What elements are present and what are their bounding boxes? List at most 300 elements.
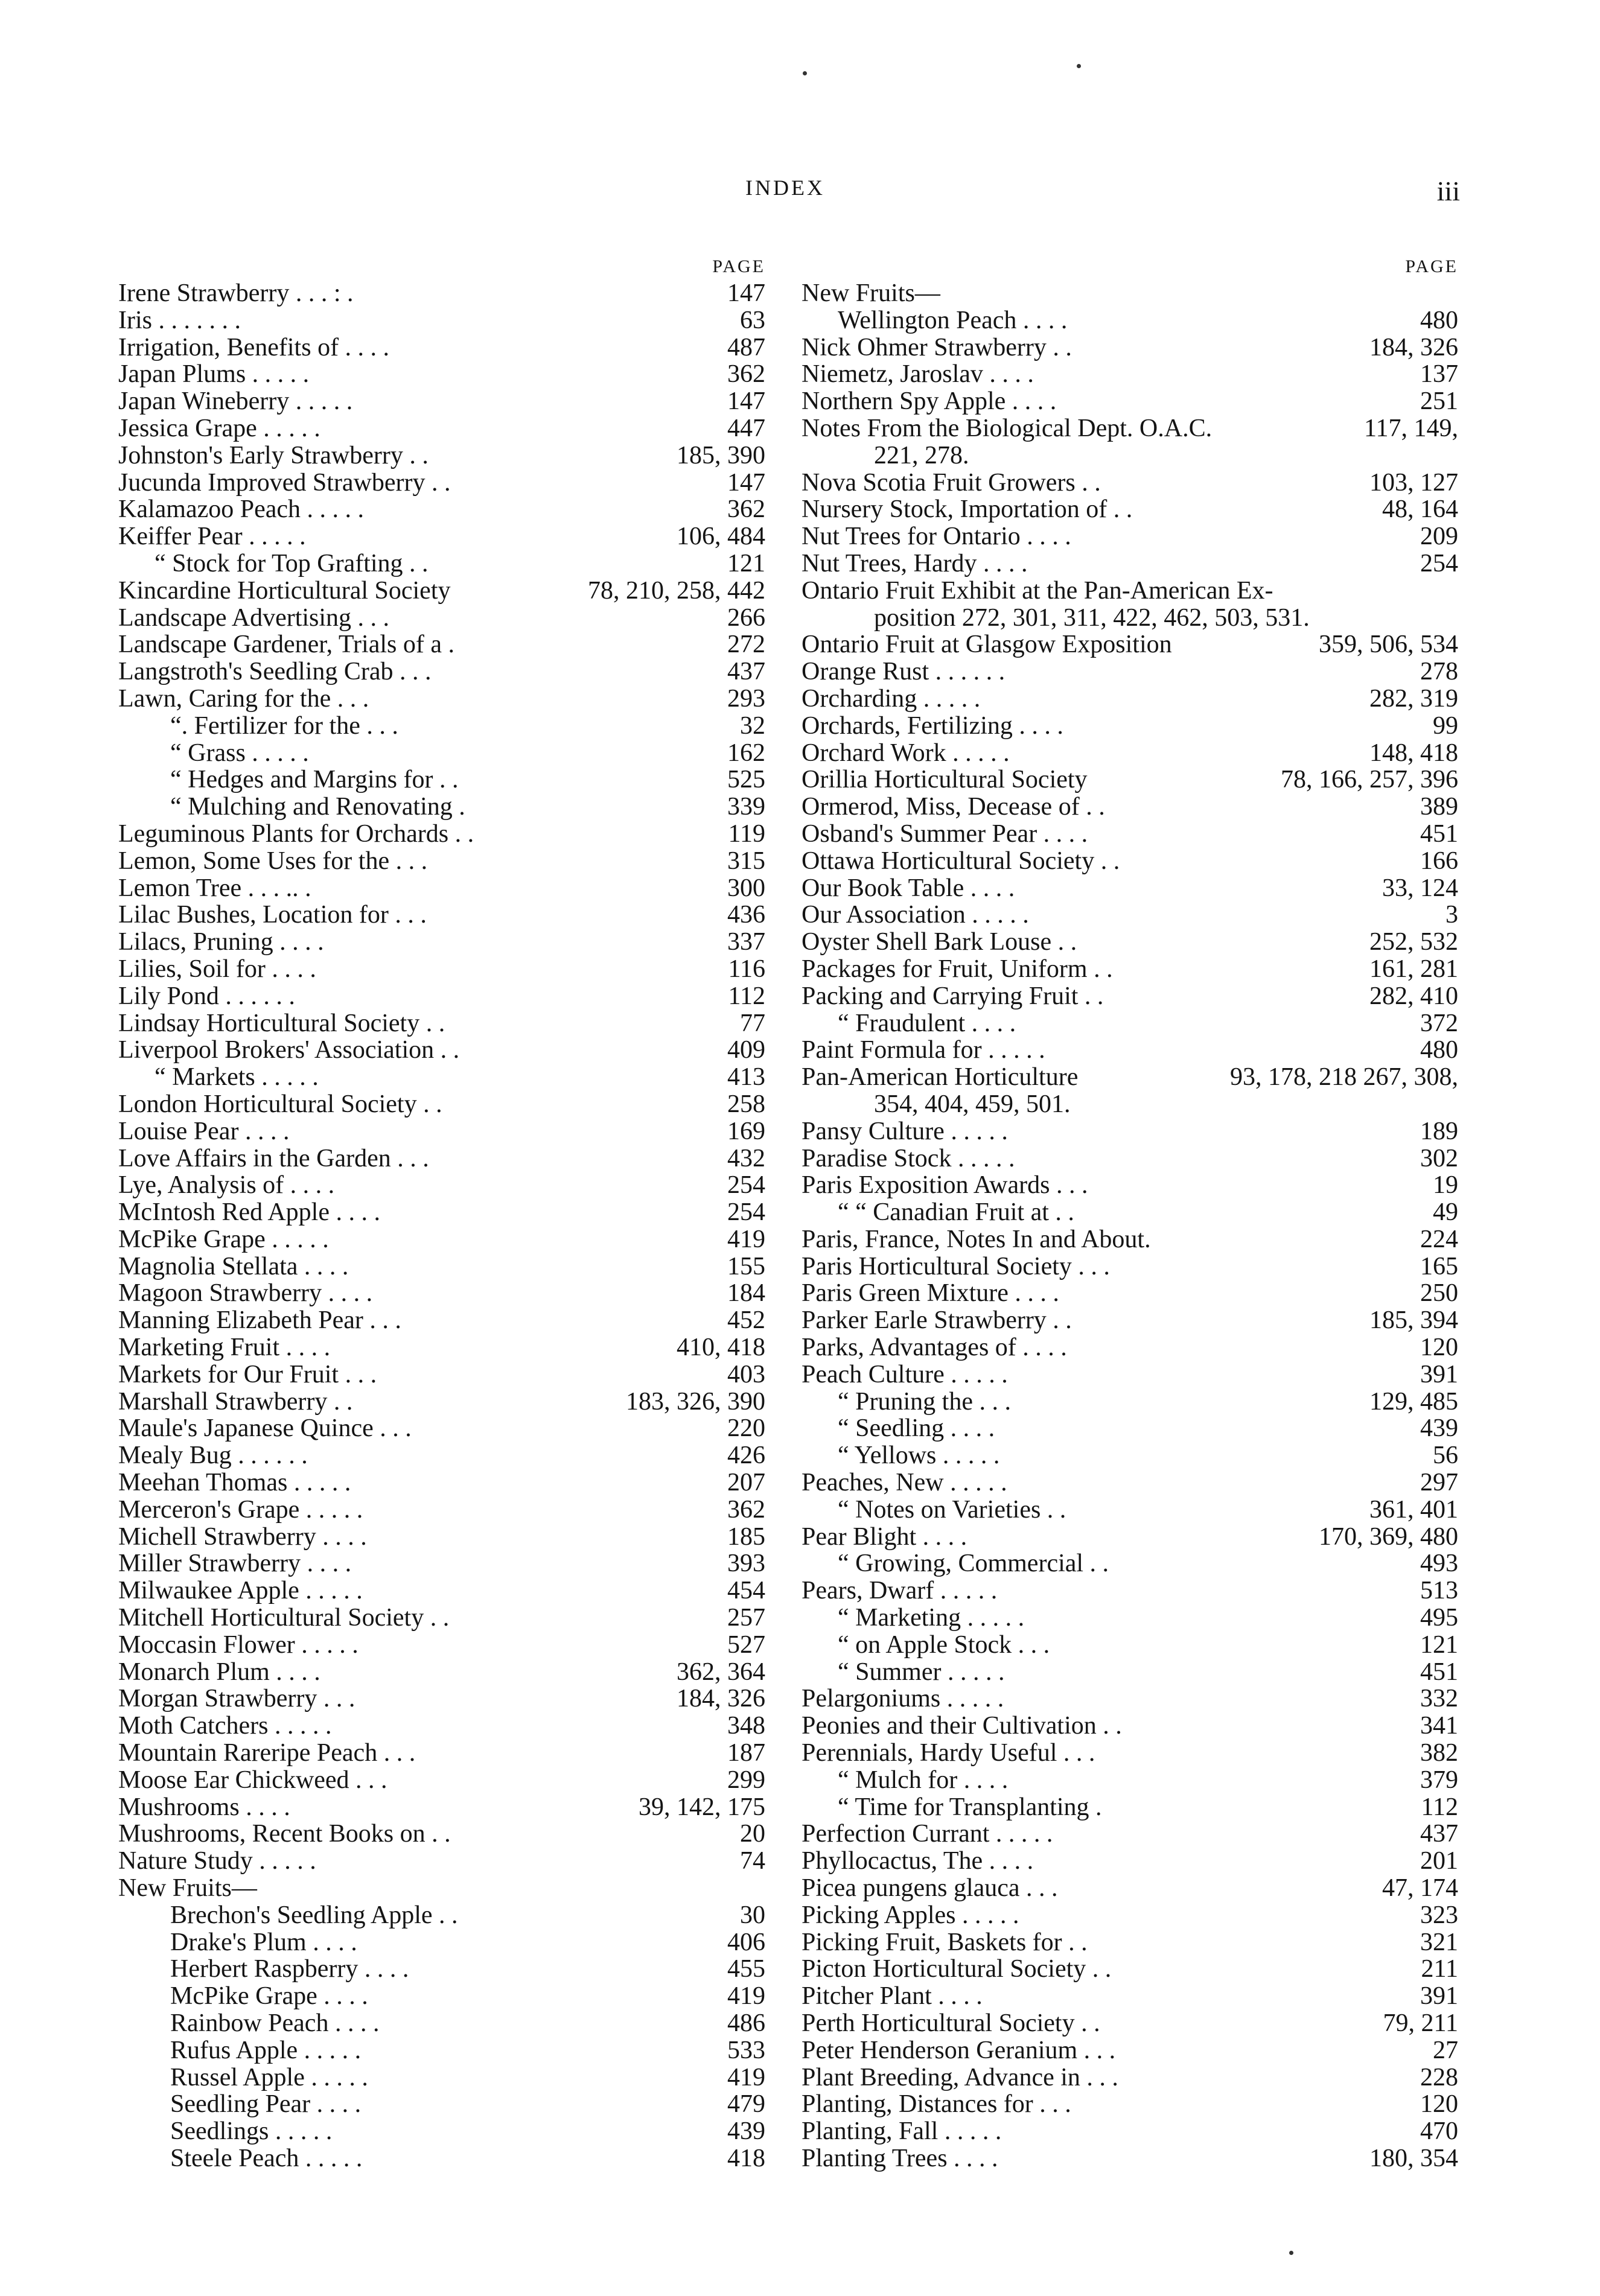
index-entry: Lily Pond . . . . . . [118,982,295,1010]
index-page-ref: 432 [727,1144,765,1172]
index-row [802,1334,1458,1361]
index-page-ref: 49 [1433,1198,1458,1227]
index-row [118,1334,765,1361]
index-entry: Perennials, Hardy Useful . . . [802,1739,1095,1767]
index-entry: Morgan Strawberry . . . [118,1685,355,1713]
index-page-ref: 479 [727,2090,765,2119]
index-page-ref: 166 [1420,847,1458,875]
index-entry: “ Pruning the . . . [838,1387,1011,1416]
index-row [802,577,1458,605]
index-entry: Manning Elizabeth Pear . . . [118,1306,401,1335]
index-page-ref: 418 [727,2144,765,2172]
index-page-ref: 20 [740,1820,765,1848]
index-row [118,577,765,605]
index-page-ref: 56 [1433,1442,1458,1470]
index-page-ref: 119 [728,819,765,848]
index-entry: Landscape Gardener, Trials of a . [118,631,454,659]
index-page-ref: 451 [1420,1658,1458,1686]
index-row [118,496,765,523]
index-entry: Packages for Fruit, Uniform . . [802,955,1113,983]
index-entry-continuation: 221, 278. [874,441,969,469]
index-page-ref: 78, 210, 258, 442 [588,576,765,605]
index-row [802,1685,1458,1712]
index-row [118,2118,765,2145]
index-entry: Lye, Analysis of . . . . [118,1171,335,1200]
index-row [118,1037,765,1064]
index-row [118,550,765,577]
index-entry: Orange Rust . . . . . . [802,658,1006,686]
index-entry: Mountain Rareripe Peach . . . [118,1739,416,1767]
index-row [118,740,765,767]
index-row [802,550,1458,577]
index-row [802,983,1458,1010]
index-row [118,658,765,685]
index-page-ref: 447 [727,414,765,442]
index-row [118,793,765,821]
index-page-ref: 207 [727,1469,765,1497]
index-row [118,929,765,956]
index-page-ref: 266 [727,603,765,632]
index-row [802,1794,1458,1821]
index-row [802,2091,1458,2118]
index-page-ref: 436 [727,901,765,929]
index-row [118,821,765,848]
index-entry: Meehan Thomas . . . . . [118,1469,351,1497]
index-entry: Paris Exposition Awards . . . [802,1171,1088,1200]
index-entry: Mushrooms . . . . [118,1793,290,1821]
index-page-ref: 103, 127 [1369,468,1458,497]
index-entry: Magoon Strawberry . . . . [118,1279,373,1308]
index-row [802,1524,1458,1551]
index-entry: New Fruits— [802,279,940,307]
index-row [802,1929,1458,1956]
index-row [802,415,1458,442]
index-page-ref: 452 [727,1306,765,1335]
index-row [118,1469,765,1496]
index-page-ref: 224 [1420,1225,1458,1253]
index-entry: Moth Catchers . . . . . [118,1712,332,1740]
index-page-ref: 391 [1420,1982,1458,2011]
index-page-ref: 382 [1420,1739,1458,1767]
index-entry: Lemon, Some Uses for the . . . [118,847,428,875]
index-row [802,766,1458,793]
index-entry: Moose Ear Chickweed . . . [118,1766,387,1794]
index-entry: Lilies, Soil for . . . . [118,955,316,983]
index-entry: Osband's Summer Pear . . . . [802,819,1088,848]
index-row [118,631,765,658]
index-row [118,1145,765,1172]
index-entry: Michell Strawberry . . . . [118,1522,367,1551]
index-page-ref: 393 [727,1550,765,1578]
index-page-ref: 117, 149, [1364,414,1458,442]
index-row [118,956,765,983]
index-page-ref: 30 [740,1901,765,1929]
index-page-ref: 252, 532 [1369,928,1458,956]
index-row [118,1794,765,1821]
index-entry: Louise Pear . . . . [118,1117,290,1145]
index-row [118,1172,765,1199]
index-entry: Picking Fruit, Baskets for . . [802,1928,1088,1956]
index-entry: Peonies and their Cultivation . . [802,1712,1122,1740]
index-page-ref: 272 [727,631,765,659]
index-page-ref: 165 [1420,1252,1458,1280]
index-entry: McPike Grape . . . . . [118,1225,329,1253]
index-row [802,1740,1458,1767]
index-row [118,1226,765,1253]
index-row [802,1983,1458,2010]
index-row [118,523,765,550]
index-row [118,1929,765,1956]
index-page-ref: 209 [1420,523,1458,551]
index-entry: Herbert Raspberry . . . . [170,1955,409,1983]
index-row [802,1199,1458,1226]
index-page-ref: 116 [728,955,765,983]
index-entry: Paris, France, Notes In and About. [802,1225,1151,1253]
index-entry: Steele Peach . . . . . [170,2144,363,2172]
index-row [802,1469,1458,1496]
index-row [802,307,1458,334]
index-entry: “ Yellows . . . . . [838,1442,1000,1470]
index-page-ref: 180, 354 [1369,2144,1458,2172]
index-page-ref: 341 [1420,1712,1458,1740]
index-row [802,442,1458,469]
index-page-ref: 112 [1421,1793,1458,1821]
index-entry: New Fruits— [118,1874,257,1903]
index-entry: McPike Grape . . . . [170,1982,368,2011]
index-row [802,334,1458,361]
index-entry: Mealy Bug . . . . . . [118,1442,308,1470]
index-row [802,1767,1458,1794]
index-row [118,2037,765,2064]
index-row [118,1604,765,1632]
index-entry: Brechon's Seedling Apple . . [170,1901,458,1929]
index-entry: Irrigation, Benefits of . . . . [118,333,390,361]
index-page-ref: 183, 326, 390 [626,1387,765,1416]
index-row [802,1172,1458,1199]
index-page-ref: 299 [727,1766,765,1794]
index-page-ref: 297 [1420,1469,1458,1497]
index-row [118,848,765,875]
index-row [802,469,1458,497]
index-entry: Maule's Japanese Quince . . . [118,1414,412,1443]
index-entry: Perfection Currant . . . . . [802,1820,1053,1848]
index-row [118,1577,765,1604]
index-entry: London Horticultural Society . . [118,1090,442,1118]
index-row [802,388,1458,415]
index-page-ref: 211 [1421,1955,1458,1983]
index-page-ref: 406 [727,1928,765,1956]
index-row [802,496,1458,523]
index-page-ref: 250 [1420,1279,1458,1308]
index-page-ref: 189 [1420,1117,1458,1145]
index-row [118,1821,765,1848]
index-page-ref: 533 [727,2036,765,2064]
index-page-ref: 455 [727,1955,765,1983]
index-entry: Notes From the Biological Dept. O.A.C. [802,414,1213,442]
index-row [118,1659,765,1686]
index-row [802,1280,1458,1307]
index-entry: Nursery Stock, Importation of . . [802,495,1133,524]
index-entry: Leguminous Plants for Orchards . . [118,819,474,848]
index-row [118,1902,765,1929]
index-entry: Lawn, Caring for the . . . [118,684,369,713]
index-page-ref: 187 [727,1739,765,1767]
index-page-ref: 451 [1420,819,1458,848]
index-entry: “. Fertilizer for the . . . [170,711,398,740]
index-page-ref: 361, 401 [1369,1495,1458,1524]
index-page-ref: 278 [1420,658,1458,686]
index-page-ref: 185 [727,1522,765,1551]
index-row [118,1388,765,1416]
index-page-ref: 362, 364 [677,1658,765,1686]
index-row [802,1118,1458,1145]
index-page-ref: 362 [727,495,765,524]
index-page-ref: 48, 164 [1382,495,1458,524]
index-entry: Jucunda Improved Strawberry . . [118,468,451,497]
index-row [802,848,1458,875]
index-row [802,2037,1458,2064]
index-page-ref: 27 [1433,2036,1458,2064]
index-row [118,1280,765,1307]
index-entry: Phyllocactus, The . . . . [802,1847,1034,1875]
index-entry: Miller Strawberry . . . . [118,1550,352,1578]
page-title: INDEX [745,176,825,200]
index-page-ref: 487 [727,333,765,361]
index-entry: Lilac Bushes, Location for . . . [118,901,427,929]
index-row [802,821,1458,848]
index-row [118,902,765,929]
index-page-ref: 339 [727,793,765,821]
index-page-ref: 162 [727,739,765,767]
index-row [118,1010,765,1037]
index-page-ref: 495 [1420,1604,1458,1632]
index-entry: Our Book Table . . . . [802,874,1015,902]
index-row [802,1550,1458,1577]
index-entry: Picton Horticultural Society . . [802,1955,1112,1983]
index-page-ref: 74 [740,1847,765,1875]
index-page-ref: 228 [1420,2063,1458,2091]
index-entry: Nova Scotia Fruit Growers . . [802,468,1101,497]
index-row [118,307,765,334]
index-row [118,1550,765,1577]
index-entry: Kalamazoo Peach . . . . . [118,495,365,524]
index-page-ref: 315 [727,847,765,875]
index-page-ref: 470 [1420,2117,1458,2146]
index-page-ref: 169 [727,1117,765,1145]
index-entry: “ on Apple Stock . . . [838,1630,1050,1659]
index-entry: Pears, Dwarf . . . . . [802,1577,998,1605]
scan-speck [1077,64,1081,68]
index-page-ref: 184, 326 [677,1685,765,1713]
index-entry: Marketing Fruit . . . . [118,1334,331,1362]
index-row [802,605,1458,632]
index-page-ref: 409 [727,1036,765,1064]
index-row [118,1632,765,1659]
index-row [802,1388,1458,1416]
index-entry: Oyster Shell Bark Louse . . [802,928,1077,956]
index-page-ref: 454 [727,1577,765,1605]
index-entry: Paris Horticultural Society . . . [802,1252,1110,1280]
index-row [118,1767,765,1794]
index-page-ref: 254 [1420,549,1458,577]
index-page-ref: 147 [727,387,765,416]
index-entry: “ Hedges and Margins for . . [170,766,459,794]
index-page-ref: 258 [727,1090,765,1118]
index-entry: “ Marketing . . . . . [838,1604,1025,1632]
index-row [802,1632,1458,1659]
index-entry: Perth Horticultural Society . . [802,2009,1100,2037]
index-entry: Pan-American Horticulture [802,1063,1079,1092]
index-entry: Plant Breeding, Advance in . . . [802,2063,1118,2091]
index-page-ref: 155 [727,1252,765,1280]
index-row [802,658,1458,685]
index-row [118,361,765,388]
index-page-ref: 282, 319 [1369,684,1458,713]
index-page-ref: 403 [727,1360,765,1388]
index-entry: “ Fraudulent . . . . [838,1009,1016,1037]
index-entry: Ontario Fruit at Glasgow Exposition [802,631,1172,659]
index-row [118,388,765,415]
right-index-column [802,253,1458,2172]
page-column-header: PAGE [1405,256,1458,276]
index-entry: Marshall Strawberry . . [118,1387,353,1416]
index-row [118,1848,765,1875]
index-page-ref: 437 [1420,1820,1458,1848]
index-row [118,1199,765,1226]
index-entry: Japan Plums . . . . . [118,360,310,389]
index-row [118,415,765,442]
index-row [118,1875,765,1902]
index-row [118,766,765,793]
index-page-ref: 184 [727,1279,765,1308]
index-page-ref: 106, 484 [677,523,765,551]
index-entry: “ “ Canadian Fruit at . . [838,1198,1074,1227]
page-column-header: PAGE [712,256,765,276]
index-row [802,929,1458,956]
index-entry: Paris Green Mixture . . . . [802,1279,1059,1308]
index-entry-continuation: position 272, 301, 311, 422, 462, 503, 531. [874,603,1310,632]
index-entry: Magnolia Stellata . . . . [118,1252,349,1280]
index-row [802,1037,1458,1064]
index-row [118,1442,765,1469]
index-page-ref: 426 [727,1442,765,1470]
index-row [802,1875,1458,1902]
index-page-ref: 525 [727,766,765,794]
index-row [802,875,1458,902]
index-entry: Pelargoniums . . . . . [802,1685,1004,1713]
index-page-ref: 293 [727,684,765,713]
index-entry: Pansy Culture . . . . . [802,1117,1008,1145]
index-entry: Paradise Stock . . . . . [802,1144,1015,1172]
index-row [118,685,765,713]
index-page-ref: 201 [1420,1847,1458,1875]
index-entry: Irene Strawberry . . . : . [118,279,354,307]
index-row [802,2145,1458,2172]
index-page-ref: 99 [1433,711,1458,740]
index-page-ref: 486 [727,2009,765,2037]
index-entry: Orchards, Fertilizing . . . . [802,711,1063,740]
index-entry: Seedling Pear . . . . [170,2090,362,2119]
index-row [802,902,1458,929]
index-entry: “ Grass . . . . . [170,739,309,767]
index-row [118,1361,765,1388]
index-page-ref: 170, 369, 480 [1319,1522,1458,1551]
index-page-ref: 47, 174 [1382,1874,1458,1903]
index-entry: “ Seedling . . . . [838,1414,995,1443]
index-entry: Iris . . . . . . . [118,306,241,334]
index-row [118,469,765,497]
index-page-ref: 391 [1420,1360,1458,1388]
index-row [802,1010,1458,1037]
index-row [802,956,1458,983]
index-row [118,2145,765,2172]
index-page-ref: 419 [727,1225,765,1253]
index-entry: Liverpool Brokers' Association . . [118,1036,460,1064]
index-row [118,1740,765,1767]
page-number: iii [1436,176,1460,206]
index-row [118,2010,765,2037]
index-page-ref: 321 [1420,1928,1458,1956]
index-page-ref: 120 [1420,2090,1458,2119]
scan-speck [803,71,807,75]
index-entry: Planting, Fall . . . . . [802,2117,1002,2146]
index-entry: Ottawa Horticultural Society . . [802,847,1120,875]
index-entry: Lilacs, Pruning . . . . [118,928,324,956]
index-row [118,2064,765,2091]
index-page-ref: 147 [727,279,765,307]
index-entry: “ Time for Transplanting . [838,1793,1102,1821]
index-row [802,1577,1458,1604]
index-entry: Peter Henderson Geranium . . . [802,2036,1116,2064]
index-page-ref: 19 [1433,1171,1458,1200]
index-entry: Monarch Plum . . . . [118,1658,320,1686]
index-page-ref: 337 [727,928,765,956]
index-entry: Mushrooms, Recent Books on . . [118,1820,451,1848]
index-entry: Orillia Horticultural Society [802,766,1088,794]
index-row [802,1442,1458,1469]
index-page-ref: 78, 166, 257, 396 [1281,766,1458,794]
index-entry: Niemetz, Jaroslav . . . . [802,360,1034,389]
index-row [802,740,1458,767]
index-row [802,1821,1458,1848]
index-page-ref: 493 [1420,1550,1458,1578]
index-entry: Wellington Peach . . . . [838,306,1068,334]
index-entry: Jessica Grape . . . . . [118,414,320,442]
index-row [118,605,765,632]
index-entry: Milwaukee Apple . . . . . [118,1577,363,1605]
index-row [118,442,765,469]
index-entry: “ Notes on Varieties . . [838,1495,1066,1524]
index-row [118,1307,765,1334]
scan-speck [1289,2251,1293,2255]
index-entry: Japan Wineberry . . . . . [118,387,353,416]
index-page-ref: 121 [727,549,765,577]
index-row [802,685,1458,713]
index-row [118,1685,765,1712]
index-page-ref: 185, 394 [1369,1306,1458,1335]
index-page-ref: 93, 178, 218 267, 308, [1230,1063,1458,1092]
index-page-ref: 33, 124 [1382,874,1458,902]
index-page-ref: 348 [727,1712,765,1740]
index-page-ref: 32 [740,711,765,740]
index-row [802,1712,1458,1740]
left-index-column [118,253,765,2172]
index-row [802,713,1458,740]
index-page-ref: 161, 281 [1369,955,1458,983]
index-entry: Nature Study . . . . . [118,1847,316,1875]
index-page-ref: 148, 418 [1369,739,1458,767]
index-page-ref: 410, 418 [677,1334,765,1362]
